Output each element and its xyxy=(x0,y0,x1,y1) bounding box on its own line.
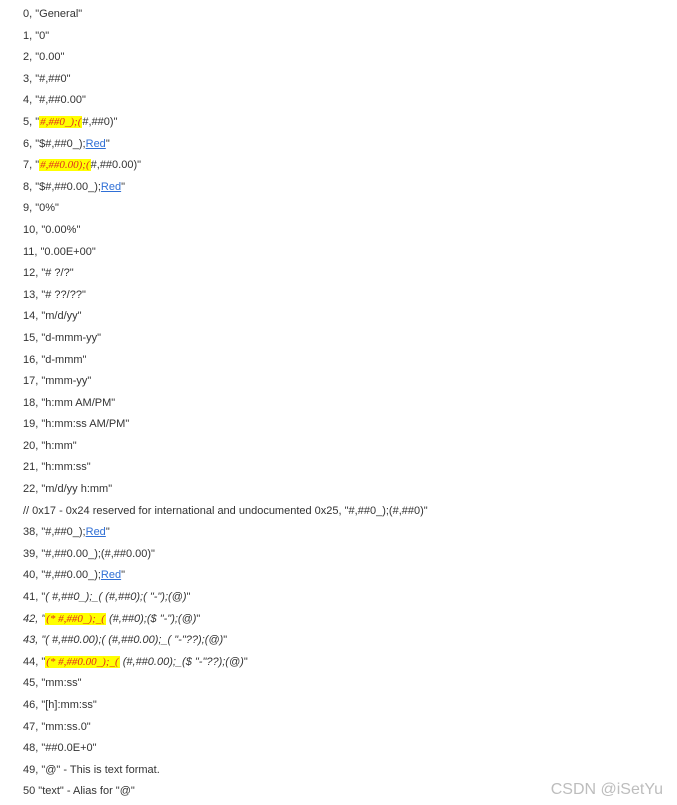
format-line xyxy=(23,306,663,328)
red-link[interactable]: Red xyxy=(85,137,106,150)
format-line xyxy=(23,544,663,566)
italic-text: ( #,##0_);_( (#,##0);( "-");(@) xyxy=(45,591,187,604)
format-line xyxy=(23,738,663,760)
format-line xyxy=(23,350,663,372)
format-line xyxy=(23,436,663,458)
line-text: 44, " xyxy=(23,655,46,668)
line-text: #,##0)" xyxy=(82,115,118,128)
line-text: " xyxy=(105,526,110,539)
format-line xyxy=(23,371,663,393)
line-text: 17, "mmm-yy" xyxy=(23,375,92,388)
italic-text: (#,##0.00);_($ "-"??);(@) xyxy=(119,655,244,668)
line-text: 4, "#,##0.00" xyxy=(23,94,86,107)
line-text: 16, "d-mmm" xyxy=(23,353,87,366)
format-line xyxy=(23,134,663,156)
red-link[interactable]: Red xyxy=(85,526,106,539)
line-text: " xyxy=(186,591,191,604)
line-text: 48, "##0.0E+0" xyxy=(23,742,97,755)
format-line xyxy=(23,263,663,285)
line-text: 19, "h:mm:ss AM/PM" xyxy=(23,418,130,431)
format-line xyxy=(23,565,663,587)
line-text: 49, "@" - This is text format. xyxy=(23,763,160,776)
line-text: 47, "mm:ss.0" xyxy=(23,720,91,733)
line-text: 7, " xyxy=(23,159,40,172)
line-text: 1, "0" xyxy=(23,29,50,42)
highlighted-text: #,##0_);( xyxy=(40,115,82,128)
line-text: 46, "[h]:mm:ss" xyxy=(23,699,97,711)
line-text: " xyxy=(105,137,110,150)
csdn-watermark: CSDN @iSetYu xyxy=(550,781,663,798)
italic-text: 43, " xyxy=(23,634,46,647)
line-text: 21, "h:mm:ss" xyxy=(23,461,91,474)
line-text: 20, "h:mm" xyxy=(23,439,77,452)
line-text: 11, "0.00E+00" xyxy=(23,245,96,258)
line-text: 0, "General" xyxy=(23,8,83,20)
line-text: 8, "$#,##0.00_); xyxy=(23,180,101,193)
red-link[interactable]: Red xyxy=(100,180,122,193)
format-line xyxy=(23,393,663,415)
format-line xyxy=(23,501,663,523)
line-text: // 0x17 - 0x24 reserved for international and undocumented 0x25, "#,##0_);(#,##0)" xyxy=(23,504,428,517)
format-line xyxy=(23,90,663,112)
italic-text: ( #,##0.00);( (#,##0.00);_( "-"??);(@) xyxy=(45,634,224,647)
red-link[interactable]: Red xyxy=(100,569,122,582)
format-line xyxy=(23,760,663,782)
line-text: " xyxy=(196,612,201,625)
line-text: " xyxy=(243,655,248,668)
line-text: #,##0.00)" xyxy=(90,159,142,172)
highlighted-text: (* #,##0_);_( xyxy=(46,612,105,625)
format-line xyxy=(23,4,663,26)
format-line xyxy=(23,328,663,350)
line-text: 15, "d-mmm-yy" xyxy=(23,331,102,344)
format-code-list xyxy=(23,4,663,803)
line-text: 50 "text" - Alias for "@" xyxy=(23,785,135,798)
line-text: " xyxy=(121,569,126,582)
line-text: 14, "m/d/yy" xyxy=(23,310,82,323)
line-text: " xyxy=(121,180,126,193)
format-line xyxy=(23,155,663,177)
format-line xyxy=(23,177,663,199)
format-line xyxy=(23,285,663,307)
highlighted-text: (* #,##0.00_);_( xyxy=(46,655,119,668)
line-text: 39, "#,##0.00_);(#,##0.00)" xyxy=(23,547,155,560)
line-text: 38, "#,##0_); xyxy=(23,526,86,539)
line-text: 12, "# ?/?" xyxy=(23,267,74,280)
line-text: 22, "m/d/yy h:mm" xyxy=(23,483,113,496)
line-text: 45, "mm:ss" xyxy=(23,677,82,690)
format-line xyxy=(23,242,663,264)
format-line xyxy=(23,609,663,631)
italic-text: 42, " xyxy=(23,612,46,625)
format-line xyxy=(23,695,663,717)
format-line xyxy=(23,414,663,436)
line-text: 5, " xyxy=(23,115,40,128)
line-text: 40, "#,##0.00_); xyxy=(23,569,101,582)
format-line xyxy=(23,522,663,544)
format-line xyxy=(23,630,663,652)
italic-text: (#,##0);($ "-");(@) xyxy=(105,612,197,625)
format-line xyxy=(23,587,663,609)
format-line xyxy=(23,69,663,91)
format-line xyxy=(23,220,663,242)
format-line xyxy=(23,673,663,695)
format-line xyxy=(23,479,663,501)
line-text: 41, " xyxy=(23,591,46,604)
format-line xyxy=(23,198,663,220)
format-line xyxy=(23,26,663,48)
line-text: 13, "# ??/??" xyxy=(23,288,86,301)
format-line xyxy=(23,457,663,479)
line-text: 9, "0%" xyxy=(23,202,59,215)
line-text: " xyxy=(223,634,228,647)
line-text: 10, "0.00%" xyxy=(23,223,81,236)
format-line xyxy=(23,652,663,674)
line-text: 18, "h:mm AM/PM" xyxy=(23,396,116,409)
line-text: 2, "0.00" xyxy=(23,51,65,64)
line-text: 3, "#,##0" xyxy=(23,72,71,85)
format-line xyxy=(23,47,663,69)
format-line xyxy=(23,112,663,134)
line-text: 6, "$#,##0_); xyxy=(23,137,86,150)
highlighted-text: #,##0.00);( xyxy=(40,159,90,172)
format-line xyxy=(23,717,663,739)
